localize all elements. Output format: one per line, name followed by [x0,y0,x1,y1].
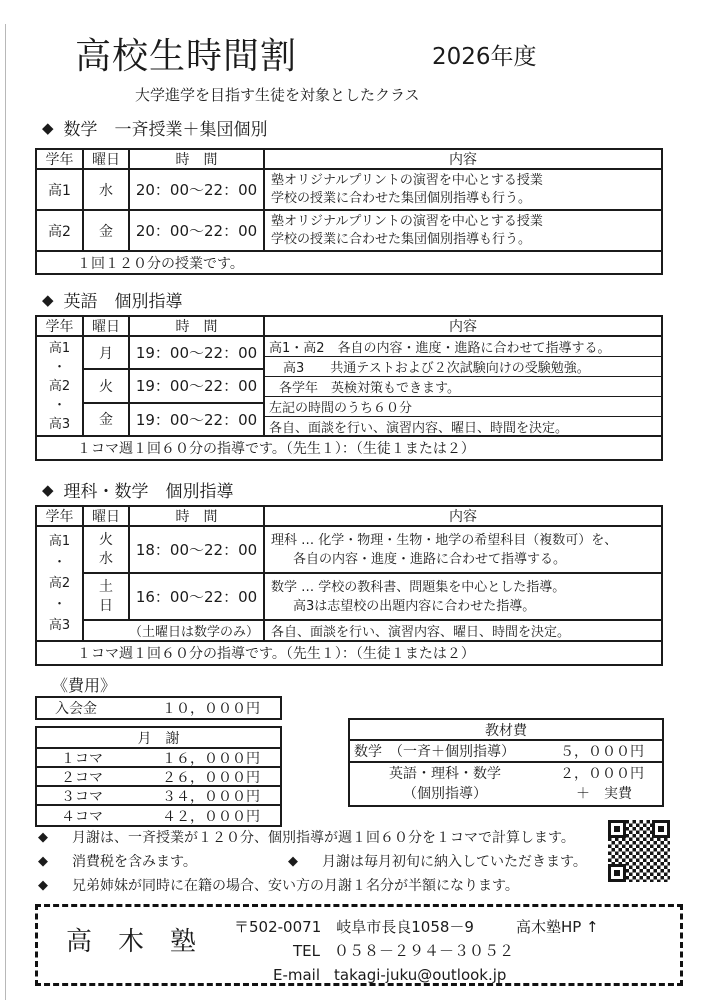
materials-fee-label-line: （個別指導） [403,786,487,802]
header-cell-content: 内容 [449,319,477,335]
table-footer-note: １回１２０分の授業です。 [77,255,244,272]
timetable-math [35,148,663,275]
materials-fee-label: 数学 （一斉＋個別指導） [354,744,515,760]
school-year-label: 2026年度 [432,44,537,70]
day-cell: 水 [84,170,130,209]
table-footer-note: １コマ週１回６０分の指導です。（先生１）：（生徒１または２） [77,441,475,457]
diamond-icon: ◆ [42,118,54,137]
table-footer-note: １コマ週１回６０分の指導です。（先生１）：（生徒１または２） [77,646,475,662]
tel-label: TEL [293,942,321,960]
section-heading-science-math-label: 理科・数学 個別指導 [63,482,234,502]
subtitle: 大学進学を目指す生徒を対象としたクラス [135,86,420,104]
day-line: 火 [99,531,113,548]
content-row: 各自、面談を行い、演習内容、曜日、時間を決定。 [269,421,569,436]
content-line: 学校の授業に合わせた集団個別指導も行う。 [271,231,532,247]
scan-edge-line [5,24,6,1000]
diamond-bullet-icon: ◆ [38,854,48,869]
admission-fee-table [35,696,282,720]
diamond-bullet-icon: ◆ [38,830,48,845]
note-line [38,850,587,874]
table-right-part [84,527,661,640]
materials-fee-value [540,763,662,805]
monthly-fee-value: １６，０００円 [162,750,260,767]
monthly-fee-header: 月 謝 [37,728,280,749]
materials-fee-label [350,763,540,805]
monthly-fee-label: ３コマ [61,788,103,805]
fees-heading: 《費用》 [52,676,117,695]
note-text: 兄弟姉妹が同時に在籍の場合、安い方の月謝１名分が半額になります。 [72,878,519,894]
content-cell [265,574,661,619]
header-cell-time: 時 間 [130,507,265,525]
time-cell: 18：00～22：00 [130,527,265,572]
monthly-fee-row [37,787,280,806]
note-text: 月謝は、一斉授業が１２０分、個別指導が週１回６０分を１コマで計算します。 [72,830,575,846]
section-heading-math [42,115,268,140]
time-cell: 19：00～22：00 [135,410,258,429]
day-cell: 火 [84,370,130,401]
monthly-fee-label: １コマ [61,750,103,767]
diamond-bullet-icon: ◆ [38,878,48,893]
day-line: 日 [99,597,113,614]
monthly-fee-table [35,726,282,827]
content-row: 各学年 英検対策もできます。 [265,377,661,397]
materials-fee-table [348,718,664,807]
grade-line: ・ [52,359,66,375]
materials-fee-value-line: ＋ 実費 [576,786,632,802]
content-cell [265,527,661,572]
note-line [38,874,587,898]
day-cell: 金 [84,404,130,435]
header-cell-day: 曜日 [84,507,130,525]
school-name: 高 木 塾 [66,927,197,957]
day-cell: 月 [84,337,130,368]
notes [38,826,587,898]
note-line [38,826,587,850]
grade-line: ・ [52,597,66,612]
grade-line: 高3 [48,416,71,432]
table-row [37,170,661,211]
table-body [37,337,661,437]
table-body [37,527,661,642]
section-heading-english-label: 英語 個別指導 [63,292,183,312]
contact-info [234,915,599,987]
diamond-icon: ◆ [42,290,54,309]
day-line: 土 [99,578,113,595]
monthly-fee-value: ３４，０００円 [162,788,260,805]
materials-fee-header: 教材費 [350,720,662,741]
day-time-row [84,404,263,435]
address-line [234,915,599,939]
grade-line: 高1 [48,340,71,356]
monthly-fee-value: ４２，０００円 [162,808,260,825]
header-cell-time: 時 間 [130,317,265,335]
grade-line: ・ [52,397,66,413]
day-cell [84,574,130,619]
day-time-row [84,370,263,403]
content-line: 学校の授業に合わせた集団個別指導も行う。 [271,190,532,206]
header-cell-content: 内容 [449,152,477,168]
content-column [265,337,661,435]
content-line: 数学 … 学校の教科書、問題集を中心とした指導。 [271,579,566,595]
content-row: 高1・高2 各自の内容・進度・進路に合わせて指導する。 [265,337,661,357]
grade-cell: 高2 [37,211,84,250]
grade-line: ・ [52,555,66,570]
time-cell: 20：00～22：00 [130,211,265,250]
header-cell-grade: 学年 [37,507,84,525]
day-time-column [84,337,265,435]
content-line: 高3は志望校の出題内容に合わせた指導。 [293,598,536,614]
header-cell-day: 曜日 [84,317,130,335]
diamond-icon: ◆ [42,480,54,499]
grade-line: 高3 [48,618,71,633]
time-cell: 19：00～22：00 [135,344,258,363]
day-time-row [84,337,263,370]
grade-group-cell [37,337,84,435]
qr-code [608,820,670,882]
timetable-science-math [35,505,663,666]
monthly-fee-value: ２６，０００円 [162,769,260,786]
day-line: 水 [99,550,113,567]
admission-fee-value: １０，０００円 [162,701,260,717]
table-header-row [37,150,661,170]
page-title: 高校生時間割 [75,36,298,77]
table-row [84,621,661,640]
table-row [37,211,661,252]
day-cell [84,527,130,572]
table-row [84,527,661,574]
materials-fee-row [350,763,662,805]
time-cell: 19：00～22：00 [135,377,258,396]
note-text: 消費税を含みます。 [72,854,197,870]
materials-fee-row [350,741,662,763]
content-cell: 各自、面談を行い、演習内容、曜日、時間を決定。 [271,625,571,640]
email-label: E-mail [272,966,321,984]
table-header-row [37,507,661,527]
time-cell: 20：00～22：00 [130,170,265,209]
content-cell [265,170,661,209]
grade-group-cell [37,527,84,640]
header-cell-day: 曜日 [84,150,130,168]
content-line: 各自の内容・進度・進路に合わせて指導する。 [293,551,567,567]
grade-line: 高1 [48,534,71,549]
materials-fee-value-line: ２，０００円 [560,766,644,782]
qr-finder-icon [608,820,626,838]
tel-value: ０５８－２９４－３０５２ [334,942,515,960]
content-line: 塾オリジナルプリントの演習を中心とする授業 [271,172,543,188]
monthly-fee-row [37,806,280,825]
saturday-note-cell: （土曜日は数学のみ） [84,621,265,640]
school-address: 〒502-0071 岐阜市長良1058－9 [234,918,474,936]
content-row: 高3 共通テストおよび２次試験向けの受験勉強。 [265,357,661,377]
header-cell-grade: 学年 [37,150,84,168]
monthly-fee-row [37,768,280,787]
content-cell [265,211,661,250]
timetable-english [35,315,663,461]
section-heading-science-math [42,477,234,502]
table-header-row [37,317,661,337]
grade-line: 高2 [48,378,71,394]
header-cell-grade: 学年 [37,317,84,335]
header-cell-content: 内容 [449,509,477,525]
header-cell-time: 時 間 [130,150,265,168]
content-line: 理科 … 化学・物理・生物・地学の希望科目（複数可）を、 [271,532,618,548]
qr-finder-icon [608,864,626,882]
hp-label: 高木塾HP ↑ [515,918,599,936]
tel-line [234,939,599,963]
materials-fee-value: ５，０００円 [560,744,644,760]
section-heading-math-label: 数学 一斉授業＋集団個別 [63,120,268,140]
monthly-fee-label: ２コマ [61,769,103,786]
table-row [84,574,661,621]
day-cell: 金 [84,211,130,250]
grade-line: 高2 [48,576,71,591]
footer-box [35,904,683,986]
monthly-fee-label: ４コマ [61,808,103,825]
grade-cell: 高1 [37,170,84,209]
time-cell: 16：00～22：00 [130,574,265,619]
email-line [234,963,599,987]
materials-fee-label-line: 英語・理科・数学 [389,766,501,782]
note-text: 月謝は毎月初旬に納入していただきます。 [322,854,587,870]
admission-fee-label: 入会金 [55,701,97,717]
content-line: 塾オリジナルプリントの演習を中心とする授業 [271,213,543,229]
qr-finder-icon [652,820,670,838]
section-heading-english [42,287,183,312]
diamond-bullet-icon: ◆ [288,854,298,869]
content-row: 左記の時間のうち６０分 [265,397,661,417]
monthly-fee-row [37,749,280,768]
email-value: takagi-juku@outlook.jp [334,966,507,984]
